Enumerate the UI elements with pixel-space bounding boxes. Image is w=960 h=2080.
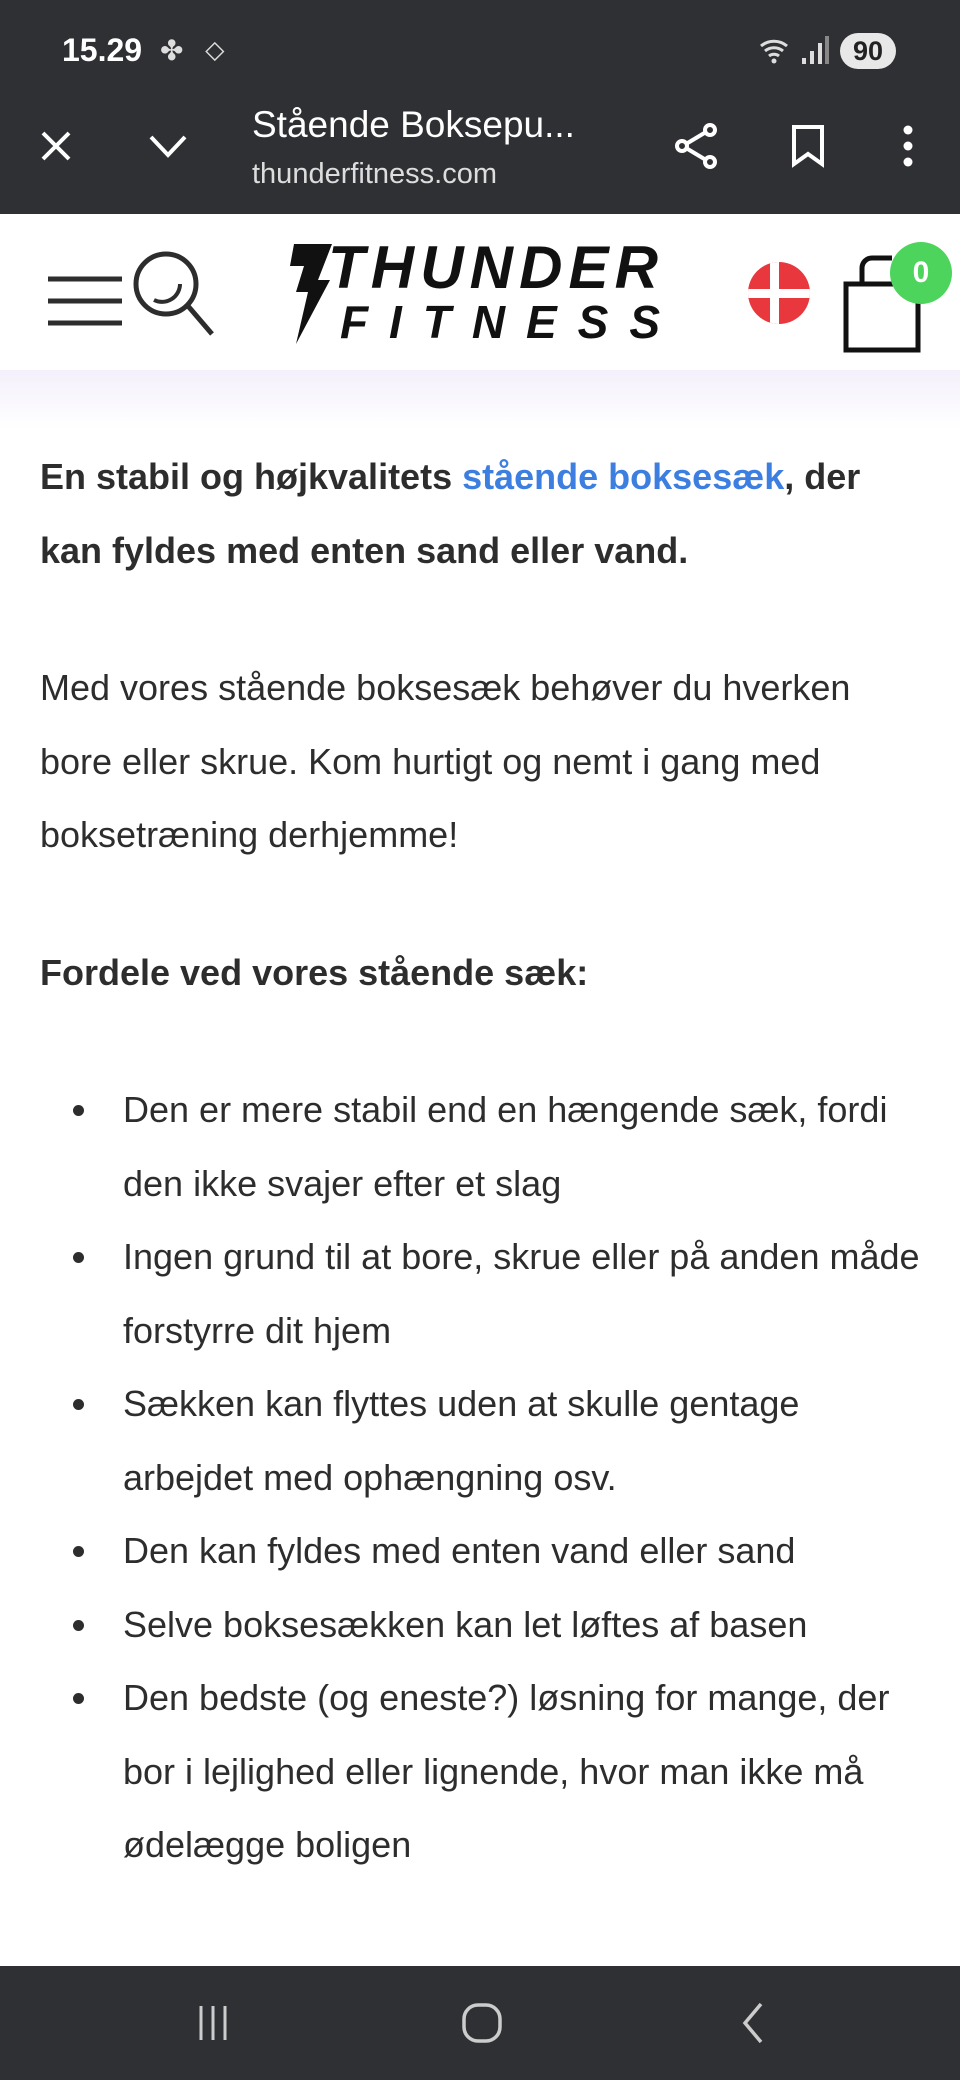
intro-before: En stabil og højkvalitets: [40, 456, 463, 497]
search-icon: [132, 248, 216, 338]
hamburger-icon: [46, 274, 124, 328]
share-icon: [674, 122, 718, 170]
denmark-flag-icon[interactable]: [748, 262, 810, 324]
header-shadow: [0, 370, 960, 430]
cart-count-badge: 0: [890, 242, 952, 304]
close-button[interactable]: [28, 118, 84, 174]
browser-top-bar: [0, 0, 960, 214]
list-item: Sækken kan flyttes uden at skulle gentage arbejdet med ophængning osv.: [123, 1367, 920, 1514]
intro-after: , der kan fyldes med enten sand eller vand.: [40, 456, 861, 571]
recent-apps-icon: [193, 2003, 233, 2043]
logo-line2: FITNESS: [340, 296, 660, 346]
thunder-fitness-logo[interactable]: [282, 236, 672, 346]
search-button[interactable]: [132, 248, 216, 343]
product-description: [40, 440, 920, 1882]
more-options-button[interactable]: [880, 118, 936, 174]
close-icon: [38, 128, 74, 164]
page-url[interactable]: thunderfitness.com: [252, 158, 498, 190]
intro-text: [40, 440, 920, 587]
back-button[interactable]: [712, 1988, 792, 2058]
back-icon: [737, 2001, 767, 2045]
list-item: Ingen grund til at bore, skrue eller på anden måde forstyrre dit hjem: [123, 1220, 920, 1367]
benefits-heading: Fordele ved vores stående sæk:: [40, 951, 589, 993]
wifi-icon: [758, 34, 792, 75]
more-vert-icon: [902, 124, 914, 168]
list-item: Selve boksesækken kan let løftes af basen: [123, 1588, 920, 1662]
home-button[interactable]: [442, 1988, 522, 2058]
signal-icon: [800, 34, 830, 73]
intro-link[interactable]: stående boksesæk: [462, 456, 785, 497]
benefits-list: [40, 1073, 920, 1882]
tag-icon: ⬦: [205, 34, 225, 65]
recent-apps-button[interactable]: [173, 1988, 253, 2058]
description-paragraph: Med vores stående boksesæk behøver du hverken bore eller skrue. Kom hurtigt og nemt i gang med boksetræning derhjemme!: [40, 667, 851, 855]
share-button[interactable]: [668, 118, 724, 174]
battery-indicator: 90: [840, 33, 896, 69]
list-item: Den kan fyldes med enten vand eller sand: [123, 1514, 920, 1588]
pinwheel-icon: ✤: [160, 35, 184, 66]
minimize-button[interactable]: [140, 118, 196, 174]
bookmark-button[interactable]: [780, 118, 836, 174]
list-item: Den er mere stabil end en hængende sæk, fordi den ikke svajer efter et slag: [123, 1073, 920, 1220]
menu-button[interactable]: [46, 274, 124, 333]
system-nav-bar: [0, 1966, 960, 2080]
status-time: 15.29: [62, 32, 143, 68]
logo-line1: THUNDER: [328, 236, 658, 301]
bookmark-icon: [790, 124, 826, 168]
home-icon: [460, 2001, 504, 2045]
page-title: Stående Boksepu...: [252, 104, 575, 145]
list-item: Den bedste (og eneste?) løsning for mange, der bor i lejlighed eller lignende, hvor man ikke må ødelægge boligen: [123, 1661, 920, 1882]
chevron-down-icon: [148, 131, 188, 161]
